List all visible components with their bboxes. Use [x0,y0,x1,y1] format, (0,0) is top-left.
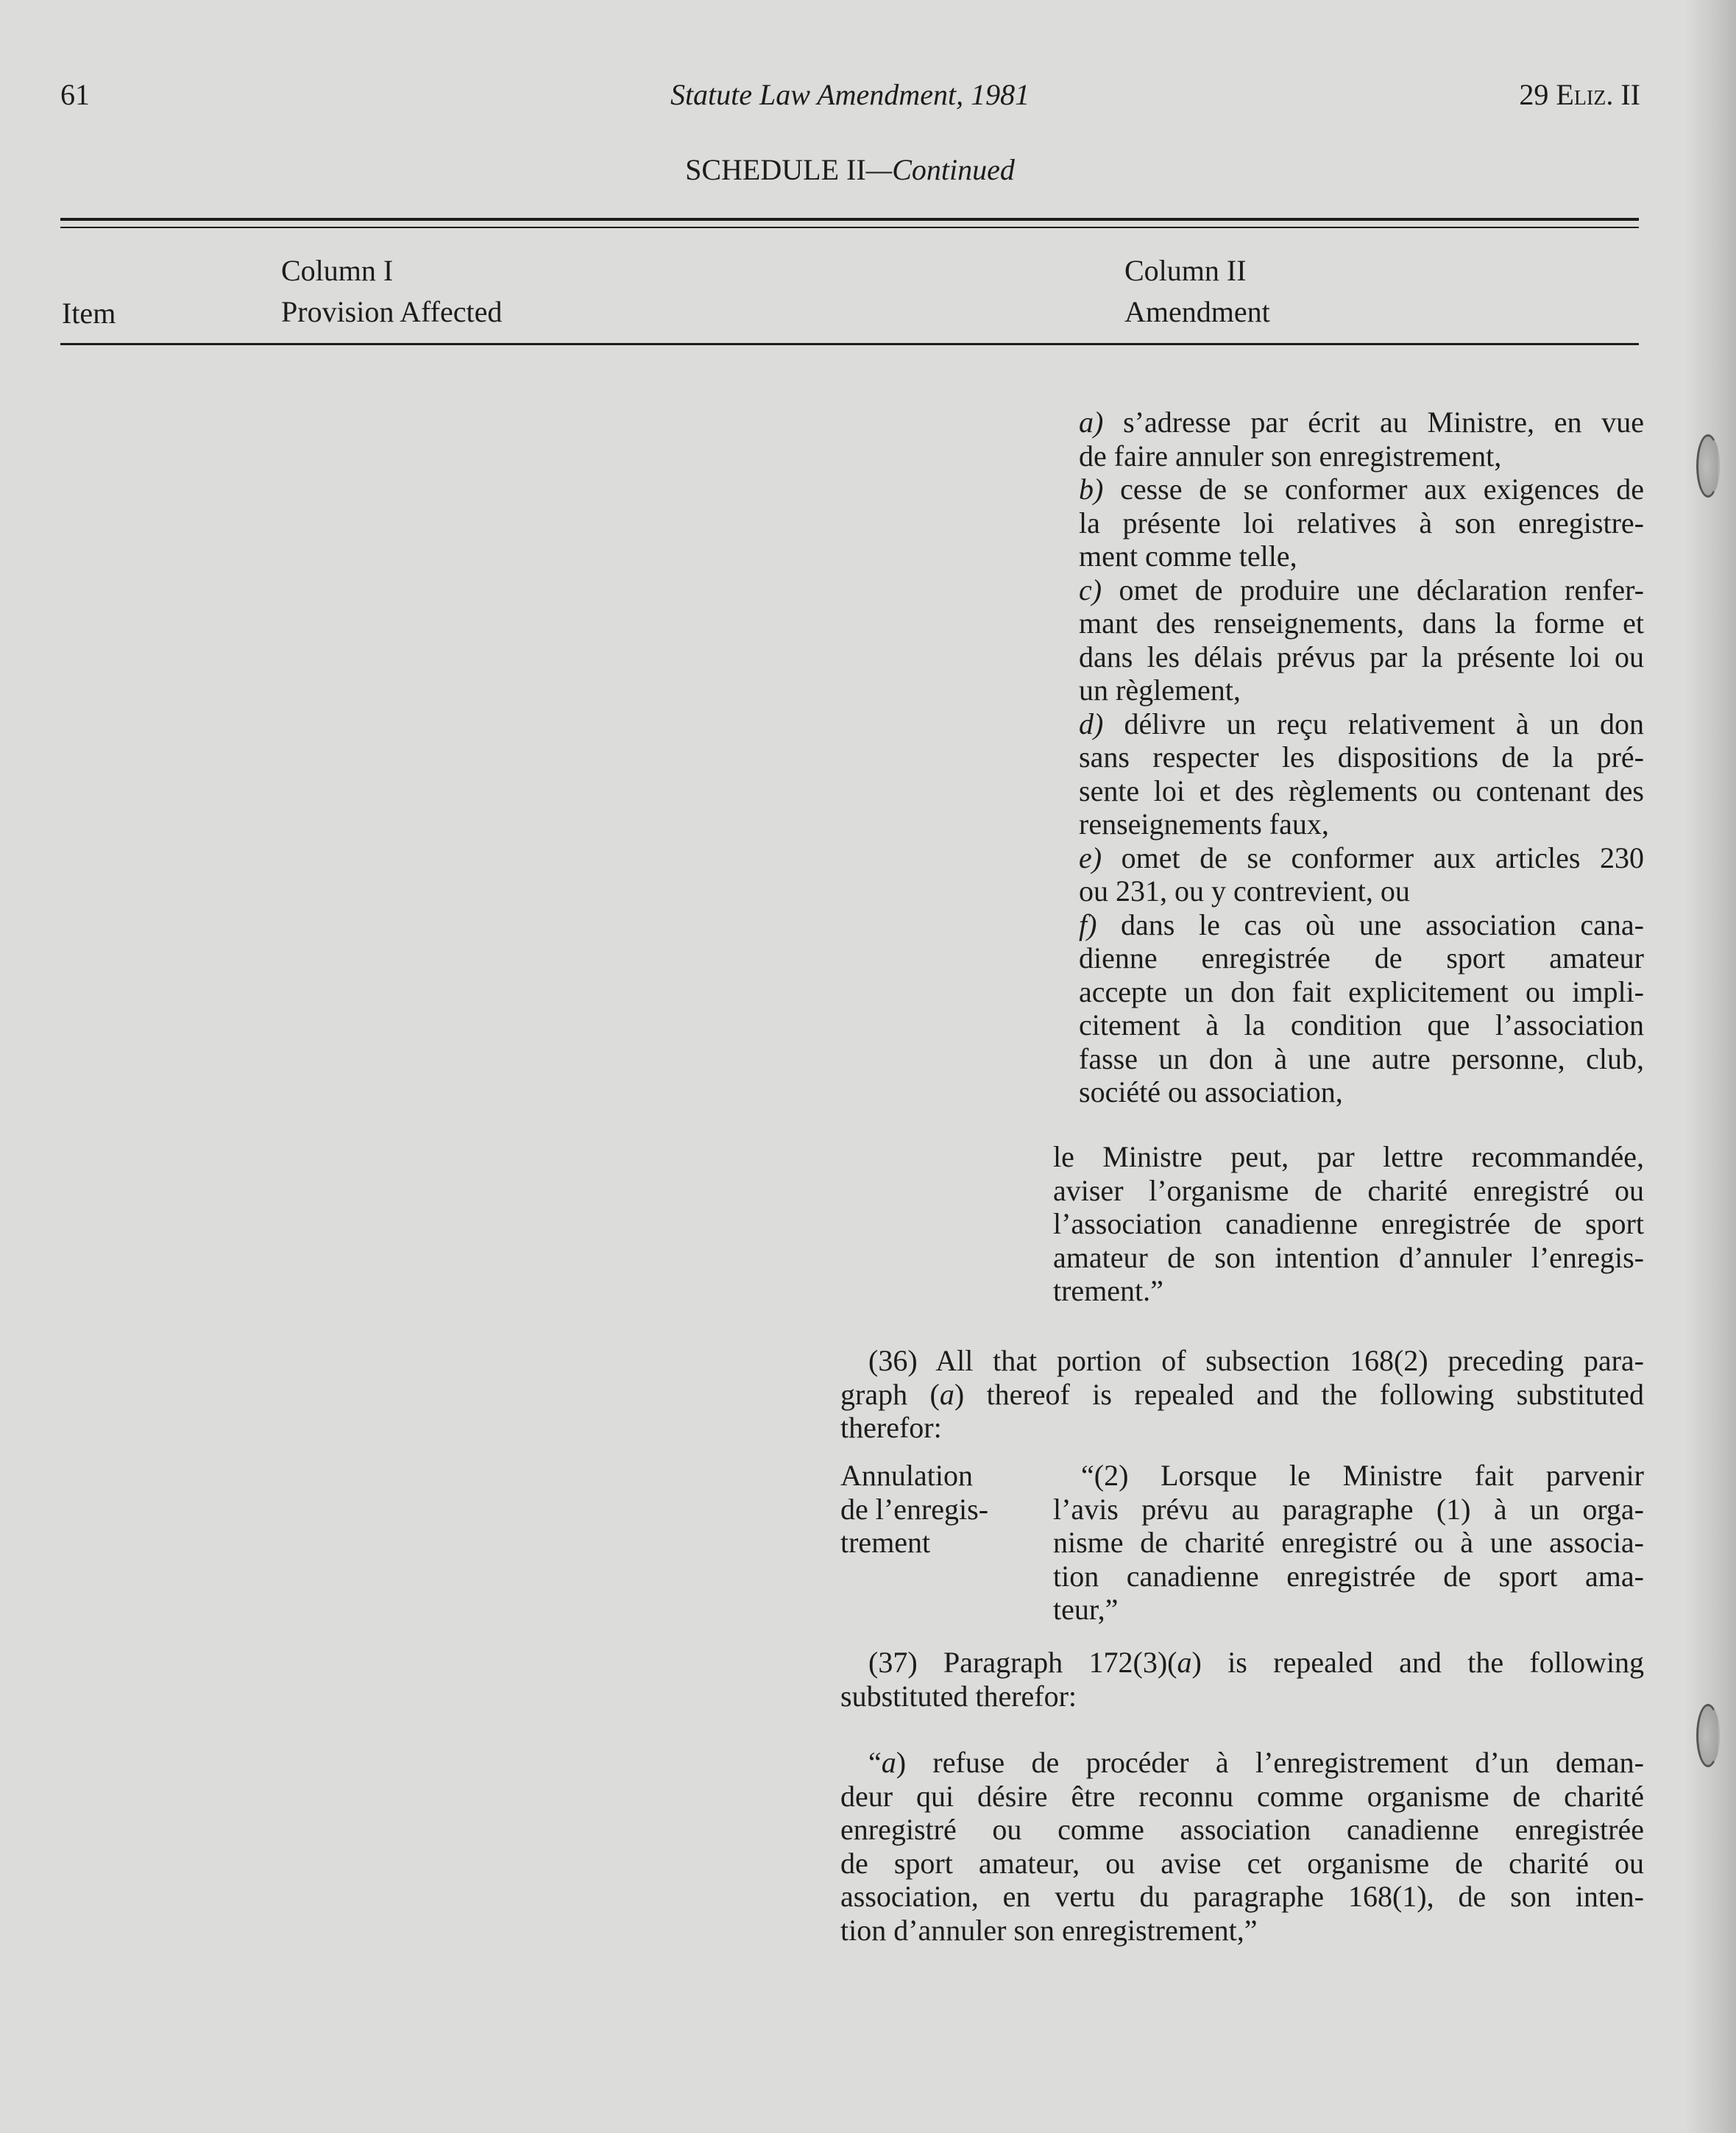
list-item-d: d) délivre un reçu relativement à un don sans respecter les dispositions de la pré- sente loi et des règlements ou contenant des renseignements faux, [1079,707,1645,841]
top-double-rule-thin [60,227,1639,228]
column-header-item: Item [62,297,116,330]
list-item-e: e) omet de se conformer aux articles 230 ou 231, ou y contrevient, ou [1079,841,1644,908]
top-double-rule [60,218,1639,221]
list-item-b: b) cesse de se conformer aux exigences de la présente loi relatives à son enregistre- ment comme telle, [1079,473,1644,573]
subsection-2-text: “(2) Lorsque le Ministre fait parvenir l’avis prévu au paragraphe (1) à un orga- nisme de charité enregistré ou à une associa- tion canadienne enregistrée de sport ama- teur,” [1053,1459,1644,1626]
column-header-1: Column I Provision Affected [281,254,503,328]
running-title: Statute Law Amendment, 1981 [670,78,1030,111]
page-number: 61 [60,78,90,111]
binder-ring-icon [1696,1704,1720,1767]
closing-clause: le Ministre peut, par lettre recommandée, aviser l’organisme de charité enregistré ou l’association canadienne enregistrée de sport amateur de son intention d’annuler l’enregis- trement.” [1053,1140,1644,1307]
binding-shadow [1684,0,1736,2133]
list-item-a: a) s’adresse par écrit au Ministre, en vue de faire annuler son enregistrement, [1079,406,1644,473]
list-item-c: c) omet de produire une déclaration renfer- mant des renseignements, dans la forme et dans les délais prévus par la présente loi ou un règlement, [1079,573,1644,707]
header-bottom-rule [60,343,1639,345]
schedule-heading: SCHEDULE II—Continued [685,153,1015,186]
list-item-f: f) dans le cas où une association cana- dienne enregistrée de sport amateur accepte un don fait explicitement ou impli- citement à la condition que l’association fasse un don à une autre personne, club, société ou association, [1079,908,1644,1108]
enumerated-list [1079,406,1644,1109]
regnal-year: 29 Eliz. II [1519,78,1640,111]
marginal-note-annulation: Annulation de l’enregis- trement [840,1459,989,1559]
column-header-2: Column II Amendment [1124,254,1270,328]
amendment-36: (36) All that portion of subsection 168(2) preceding para- graph (a) thereof is repealed and the following substituted therefor: [840,1344,1644,1444]
binder-ring-icon [1696,434,1720,498]
paragraph-a-text: “a) refuse de procéder à l’enregistrement d’un deman- deur qui désire être reconnu comme organisme de charité enregistré ou comme association canadienne enregistrée de sport amateur, ou avise cet organisme de charité ou association, en vertu du paragraphe 168(1), de son inten- tion d’annuler son enregistrement,” [840,1746,1644,1947]
amendment-37: (37) Paragraph 172(3)(a) is repealed and the following substituted therefor: [840,1646,1644,1713]
